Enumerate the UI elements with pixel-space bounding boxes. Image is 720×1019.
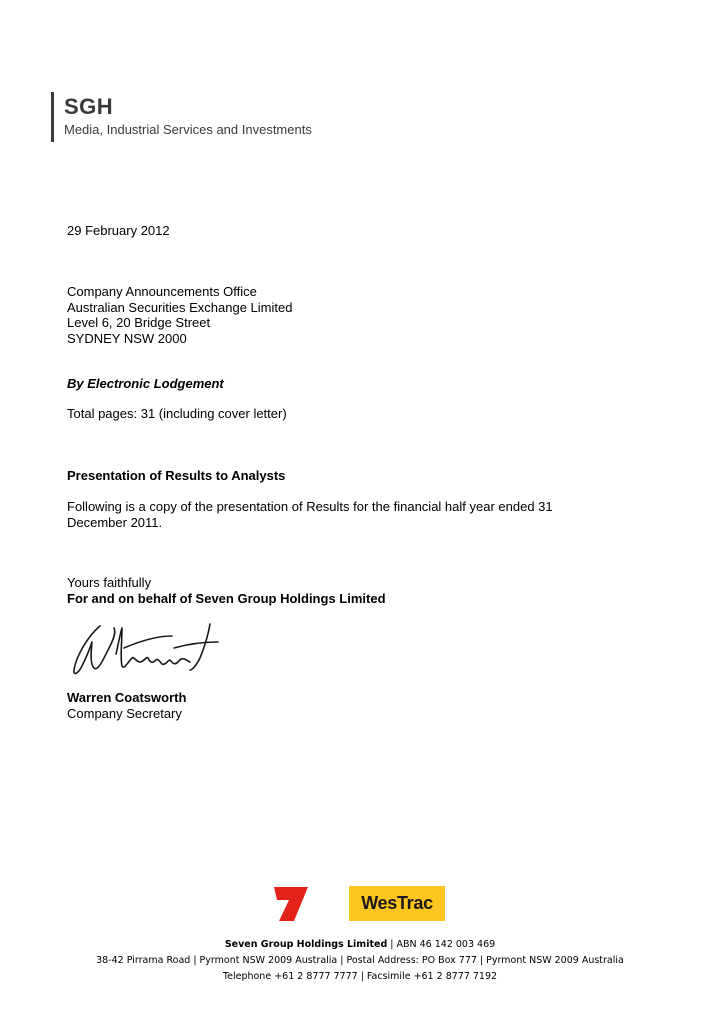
westrac-logo-label: WesTrac [361,893,433,913]
westrac-logo [349,886,445,921]
letter-date: 29 February 2012 [67,223,170,238]
recipient-line-1: Company Announcements Office [67,284,257,299]
company-logo-name: SGH [64,94,114,119]
delivery-method: By Electronic Lodgement [67,376,224,391]
logo-divider [51,92,54,142]
closing: Yours faithfully [67,575,152,590]
footer-contact: Telephone +61 2 8777 7777 | Facsimile +61 2 8777 7192 [222,971,498,982]
footer-address: 38-42 Pirrama Road | Pyrmont NSW 2009 Australia | Postal Address: PO Box 777 | Pyrmont NSW 2009 Australia [96,955,624,966]
handwritten-signature [62,618,227,680]
company-logo-tagline: Media, Industrial Services and Investments [64,122,312,137]
footer-company-name: Seven Group Holdings Limited [224,939,388,950]
recipient-line-3: Level 6, 20 Bridge Street [67,315,211,330]
on-behalf-of: For and on behalf of Seven Group Holdings Limited [67,590,386,606]
total-pages: Total pages: 31 (including cover letter) [67,406,287,421]
body-line-1: Following is a copy of the presentation of Results for the financial half year ended 31 [67,499,553,514]
letter-subject: Presentation of Results to Analysts [67,468,286,483]
body-line-2: December 2011. [67,514,163,530]
signatory-title: Company Secretary [67,705,182,721]
seven-network-logo [272,886,310,922]
signatory-name: Warren Coatsworth [67,690,187,705]
footer-abn: | ABN 46 142 003 469 [387,939,496,950]
recipient-line-4: SYDNEY NSW 2000 [67,330,187,346]
recipient-line-2: Australian Securities Exchange Limited [67,299,293,315]
footer-company-line [0,937,720,953]
